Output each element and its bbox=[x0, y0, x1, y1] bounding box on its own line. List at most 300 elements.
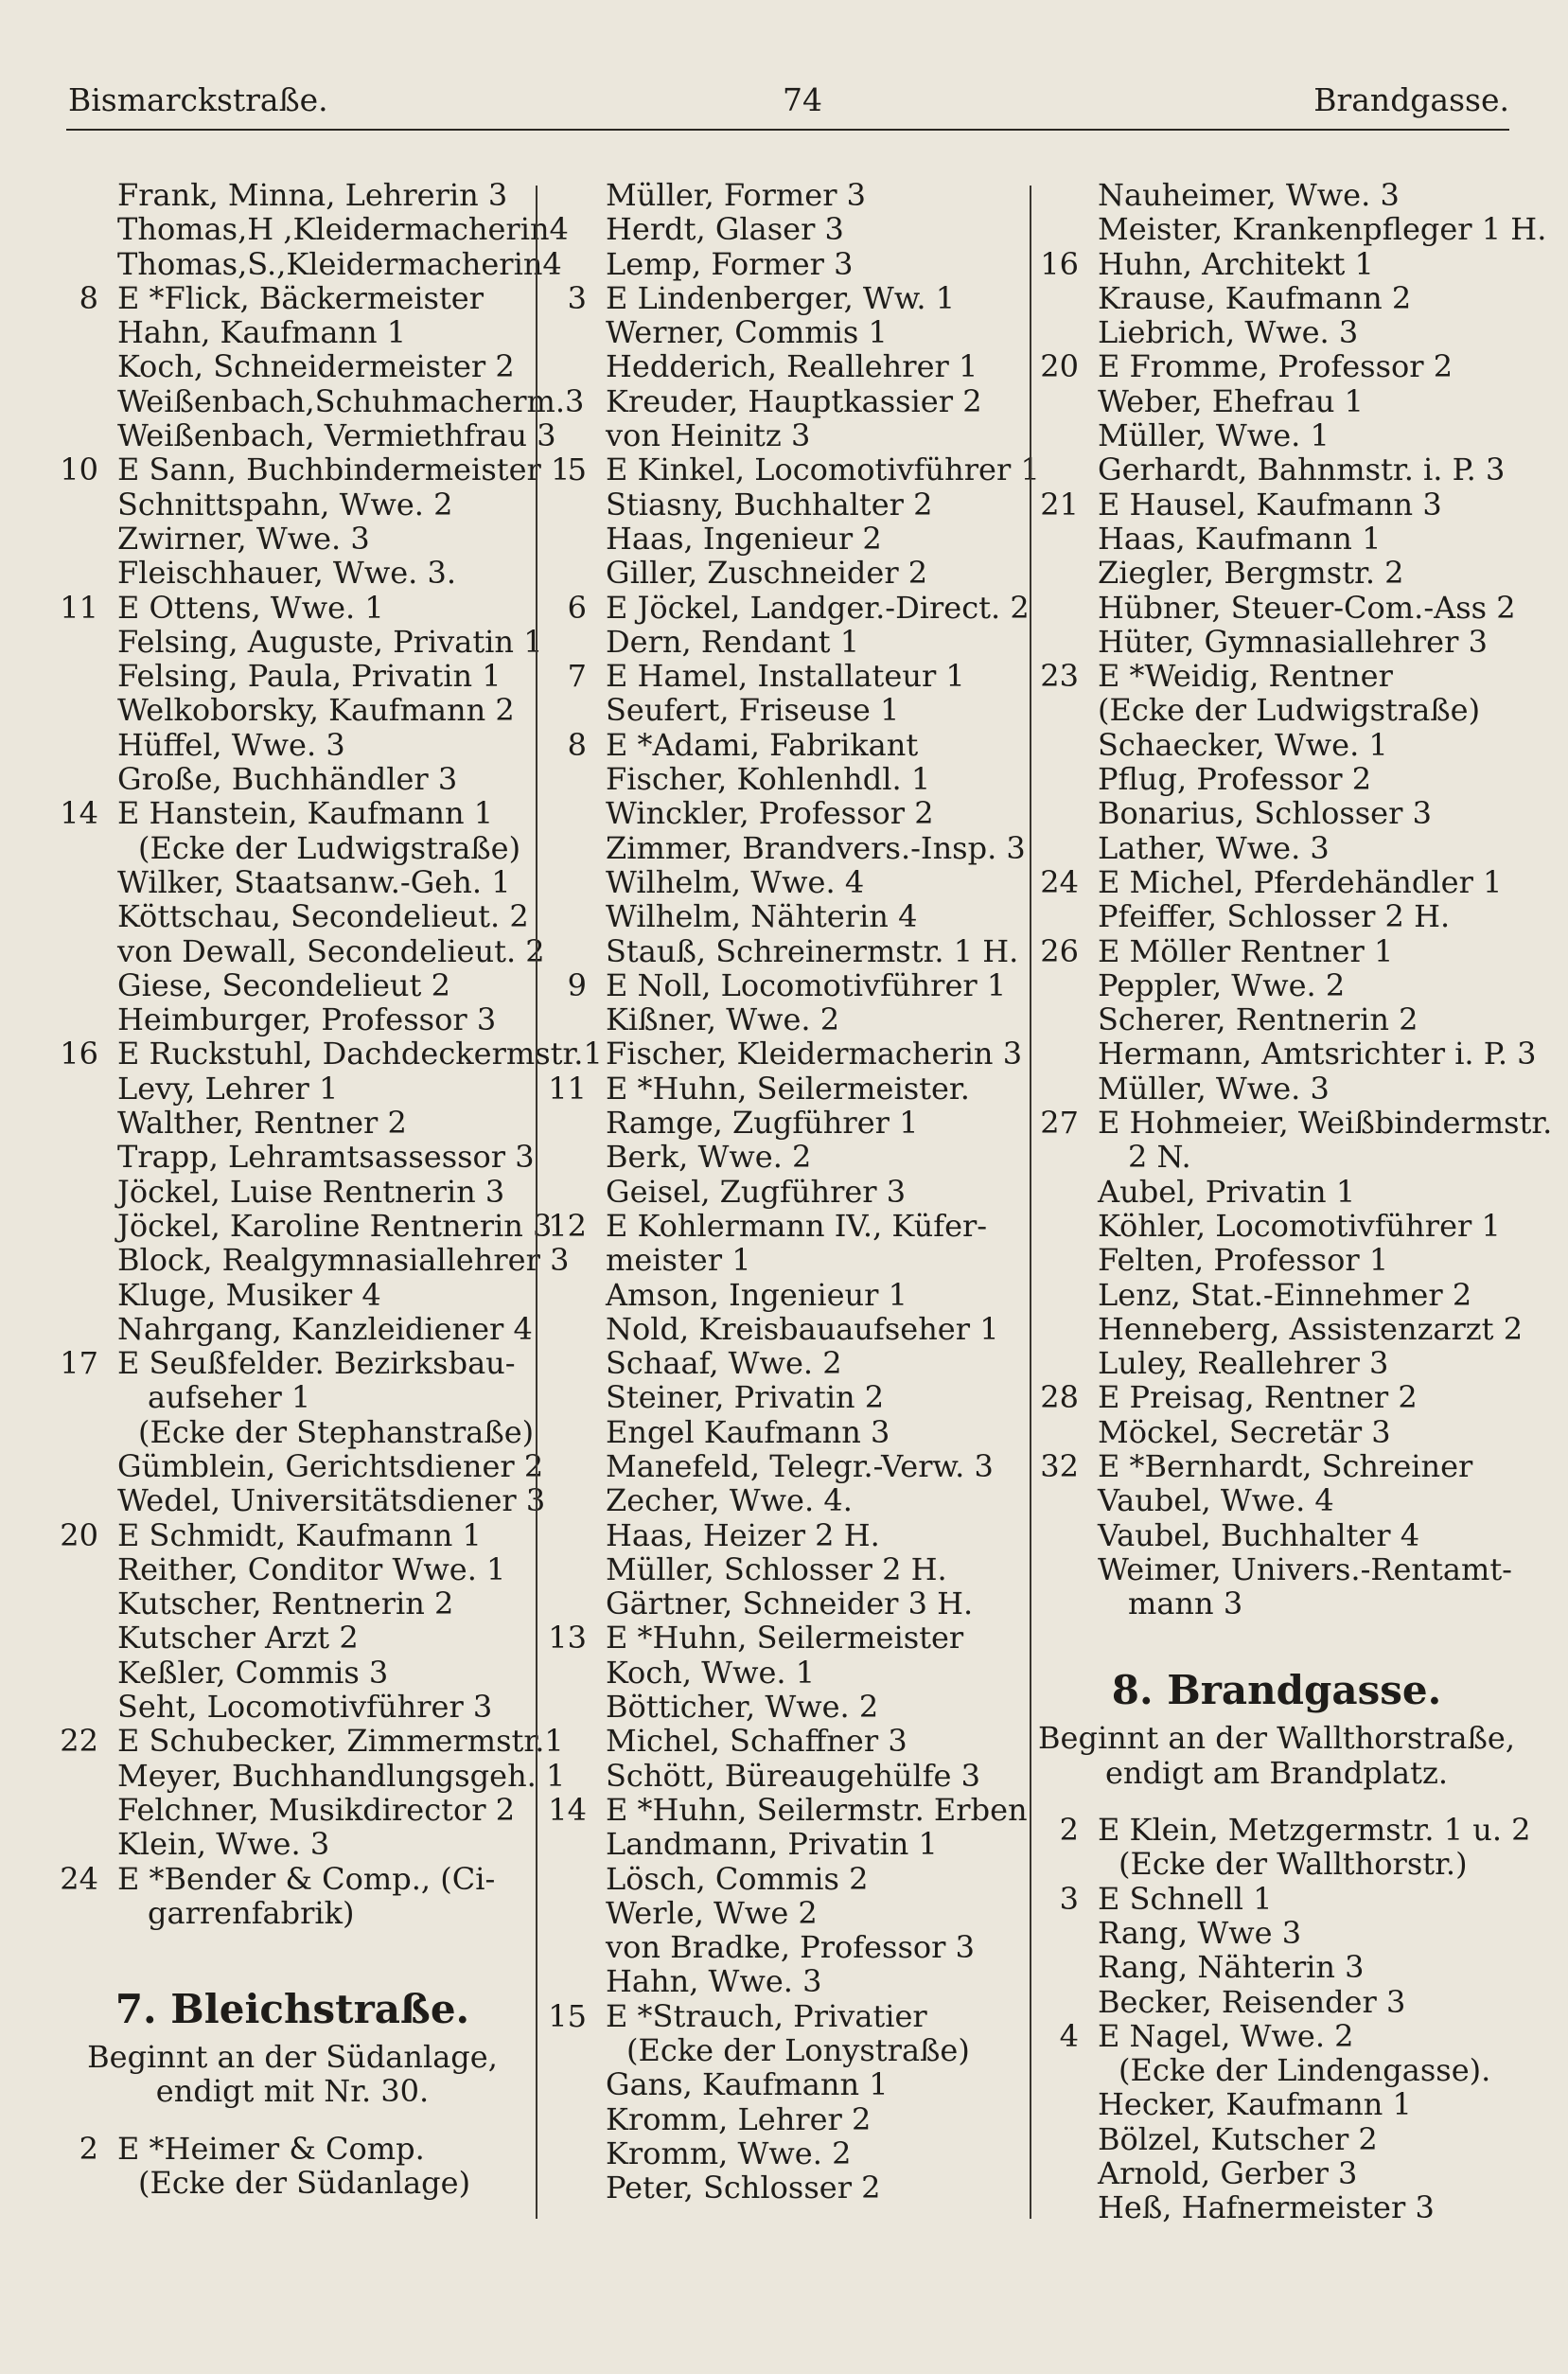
list-item bbox=[55, 487, 530, 522]
house-number: 11 bbox=[548, 1070, 587, 1107]
resident-entry: E Fromme, Professor 2 bbox=[1098, 348, 1453, 385]
house-number: 7 bbox=[567, 658, 587, 695]
resident-entry: Meister, Krankenpfleger 1 H. bbox=[1098, 211, 1547, 248]
house-number: 2 bbox=[79, 2130, 98, 2167]
list-item bbox=[543, 1380, 1021, 1414]
list-item bbox=[55, 1207, 553, 1244]
list-item bbox=[1035, 1175, 1518, 1209]
resident-entry: Ramge, Zugführer 1 bbox=[606, 1105, 919, 1142]
list-item bbox=[55, 1447, 544, 1484]
resident-entry: Block, Realgymnasiallehrer 3 bbox=[117, 1242, 570, 1279]
resident-entry: Steiner, Privatin 2 bbox=[606, 1379, 885, 1416]
list-item bbox=[1035, 865, 1518, 899]
list-item bbox=[1035, 934, 1518, 968]
resident-entry: von Dewall, Secondelieut. 2 bbox=[117, 932, 545, 969]
resident-entry: Thomas,H ,Kleidermacherin4 bbox=[117, 211, 569, 248]
resident-entry: E Hamel, Installateur 1 bbox=[606, 658, 965, 695]
resident-entry: Klein, Wwe. 3 bbox=[117, 1826, 330, 1863]
resident-entry: Wilhelm, Wwe. 4 bbox=[606, 863, 865, 900]
resident-entry: Müller, Wwe. 1 bbox=[1098, 417, 1330, 454]
resident-entry: Engel Kaufmann 3 bbox=[606, 1413, 890, 1450]
list-item bbox=[55, 1072, 530, 1106]
column-2 bbox=[543, 177, 1040, 2206]
list-item bbox=[55, 623, 543, 660]
house-number: 28 bbox=[1040, 1379, 1079, 1416]
list-item bbox=[55, 1757, 566, 1794]
resident-entry: mann 3 bbox=[1128, 1586, 1243, 1622]
resident-entry: Werle, Wwe 2 bbox=[606, 1894, 818, 1931]
list-item bbox=[543, 315, 1021, 349]
resident-entry: E Noll, Locomotivführer 1 bbox=[606, 966, 1007, 1003]
resident-entry: Koch, Schneidermeister 2 bbox=[117, 348, 515, 385]
resident-entry: E *Strauch, Privatier bbox=[606, 1997, 927, 2034]
list-item bbox=[55, 968, 530, 1002]
section-heading: 8. Brandgasse. bbox=[1111, 1667, 1442, 1714]
resident-entry: Felchner, Musikdirector 2 bbox=[117, 1791, 516, 1828]
resident-entry: (Ecke der Südanlage) bbox=[138, 2165, 471, 2202]
list-item bbox=[55, 1656, 530, 1690]
resident-entry: Dern, Rendant 1 bbox=[606, 623, 860, 660]
resident-entry: Felsing, Auguste, Privatin 1 bbox=[117, 623, 543, 660]
resident-entry: Vaubel, Wwe. 4 bbox=[1098, 1482, 1334, 1519]
list-item bbox=[55, 1862, 530, 1896]
resident-entry: E Hohmeier, Weißbindermstr. bbox=[1098, 1105, 1553, 1142]
list-item bbox=[55, 281, 530, 315]
section-description bbox=[1035, 1721, 1518, 1755]
list-item bbox=[543, 1140, 1021, 1174]
list-item bbox=[1035, 1140, 1518, 1174]
resident-entry: Jöckel, Karoline Rentnerin 3 bbox=[117, 1207, 553, 1244]
resident-entry: Kutscher Arzt 2 bbox=[117, 1620, 359, 1656]
list-item bbox=[543, 1036, 1021, 1071]
list-item bbox=[543, 2033, 1021, 2067]
list-item bbox=[543, 2067, 1021, 2101]
resident-entry: Schaaf, Wwe. 2 bbox=[606, 1345, 842, 1382]
resident-entry: Aubel, Privatin 1 bbox=[1098, 1173, 1356, 1210]
list-item bbox=[543, 829, 1026, 866]
resident-entry: Fischer, Kleidermacherin 3 bbox=[606, 1036, 1023, 1072]
list-item bbox=[1035, 2019, 1518, 2053]
resident-entry: Stiasny, Buchhalter 2 bbox=[606, 486, 933, 523]
resident-entry: Schaecker, Wwe. 1 bbox=[1098, 726, 1388, 763]
spacer bbox=[55, 2109, 530, 2132]
resident-entry: Welkoborsky, Kaufmann 2 bbox=[117, 692, 515, 729]
list-item bbox=[55, 1002, 530, 1036]
list-item bbox=[1035, 762, 1518, 796]
house-number: 12 bbox=[548, 1207, 587, 1244]
resident-entry: Rang, Nähterin 3 bbox=[1098, 1949, 1365, 1986]
description-text: endigt mit Nr. 30. bbox=[155, 2073, 430, 2110]
list-item bbox=[55, 693, 530, 727]
house-number: 32 bbox=[1040, 1447, 1079, 1484]
resident-entry: E Michel, Pferdehändler 1 bbox=[1098, 863, 1503, 900]
list-item bbox=[543, 1209, 1021, 1243]
list-item bbox=[55, 1827, 530, 1861]
resident-entry: von Heinitz 3 bbox=[606, 417, 811, 454]
list-item bbox=[55, 1413, 535, 1450]
list-item bbox=[543, 349, 1021, 383]
resident-entry: E Schmidt, Kaufmann 1 bbox=[117, 1516, 482, 1553]
list-item bbox=[543, 1552, 1021, 1586]
house-number: 14 bbox=[548, 1791, 587, 1828]
resident-entry: Huhn, Architekt 1 bbox=[1098, 245, 1374, 282]
resident-entry: E Ruckstuhl, Dachdeckermstr.1 bbox=[117, 1036, 603, 1072]
list-item bbox=[543, 178, 1021, 212]
resident-entry: Kluge, Musiker 4 bbox=[117, 1276, 381, 1313]
list-item bbox=[543, 796, 1021, 830]
spacer bbox=[1035, 1621, 1518, 1656]
house-number: 11 bbox=[60, 589, 98, 626]
list-item bbox=[1035, 1243, 1518, 1277]
list-item bbox=[1035, 1518, 1518, 1552]
list-item bbox=[543, 1964, 1021, 1998]
resident-entry: E Lindenberger, Ww. 1 bbox=[606, 279, 956, 316]
list-item bbox=[1035, 315, 1518, 349]
house-number: 2 bbox=[1059, 1812, 1079, 1849]
list-item bbox=[55, 452, 571, 488]
resident-entry: Weißenbach,Schuhmacherm.3 bbox=[117, 382, 585, 419]
list-item bbox=[1035, 1310, 1524, 1347]
resident-entry: Werner, Commis 1 bbox=[606, 314, 888, 351]
resident-entry: Wilhelm, Nähterin 4 bbox=[606, 898, 918, 935]
list-item bbox=[543, 384, 1021, 418]
list-item bbox=[1035, 1278, 1518, 1312]
resident-entry: E *Weidig, Rentner bbox=[1098, 658, 1393, 695]
list-item bbox=[1035, 1985, 1518, 2019]
list-item bbox=[543, 659, 1021, 693]
description-text: Beginnt an der Südanlage, bbox=[87, 2039, 498, 2076]
resident-entry: Felten, Professor 1 bbox=[1098, 1242, 1389, 1279]
resident-entry: Berk, Wwe. 2 bbox=[606, 1139, 812, 1176]
list-item bbox=[55, 865, 530, 899]
list-item bbox=[55, 1552, 530, 1586]
list-item bbox=[55, 2166, 530, 2200]
resident-entry: Vaubel, Buchhalter 4 bbox=[1098, 1516, 1420, 1553]
house-number: 3 bbox=[1059, 1880, 1079, 1917]
resident-entry: garrenfabrik) bbox=[148, 1894, 355, 1931]
list-item bbox=[1035, 1847, 1518, 1881]
list-item bbox=[55, 659, 530, 693]
resident-entry: Bonarius, Schlosser 3 bbox=[1098, 795, 1432, 832]
resident-entry: E *Bender & Comp., (Ci- bbox=[117, 1860, 496, 1897]
resident-entry: Köhler, Locomotivführer 1 bbox=[1098, 1207, 1501, 1244]
resident-entry: Arnold, Gerber 3 bbox=[1098, 2155, 1358, 2192]
list-item bbox=[1035, 1209, 1518, 1243]
resident-entry: Haas, Kaufmann 1 bbox=[1098, 520, 1382, 557]
resident-entry: Zecher, Wwe. 4. bbox=[606, 1482, 853, 1519]
resident-entry: Müller, Former 3 bbox=[606, 177, 867, 213]
list-item bbox=[55, 762, 530, 796]
resident-entry: Kutscher, Rentnerin 2 bbox=[117, 1586, 454, 1622]
list-item bbox=[1035, 1072, 1518, 1106]
house-number: 8 bbox=[79, 279, 98, 316]
resident-entry: Lemp, Former 3 bbox=[606, 245, 854, 282]
list-item bbox=[1035, 728, 1518, 762]
list-item bbox=[55, 1175, 530, 1209]
resident-entry: Giese, Secondelieut 2 bbox=[117, 966, 450, 1003]
resident-entry: E Seußfelder. Bezirksbau- bbox=[117, 1345, 516, 1382]
resident-entry: E *Huhn, Seilermeister bbox=[606, 1620, 964, 1656]
list-item bbox=[543, 1312, 1021, 1346]
resident-entry: Seht, Locomotivführer 3 bbox=[117, 1689, 493, 1726]
list-item bbox=[543, 1621, 1021, 1655]
resident-entry: E Hanstein, Kaufmann 1 bbox=[117, 795, 494, 832]
resident-entry: Zwirner, Wwe. 3 bbox=[117, 520, 370, 557]
resident-entry: E *Bernhardt, Schreiner bbox=[1098, 1447, 1473, 1484]
resident-entry: Haas, Ingenieur 2 bbox=[606, 520, 882, 557]
list-item bbox=[1035, 1950, 1518, 1984]
resident-entry: E Kinkel, Locomotivführer 1 bbox=[606, 452, 1040, 488]
spacer bbox=[55, 1930, 530, 1966]
list-item bbox=[1035, 899, 1518, 933]
resident-entry: Gans, Kaufmann 1 bbox=[606, 2066, 889, 2103]
resident-entry: Weißenbach, Vermiethfrau 3 bbox=[117, 417, 556, 454]
resident-entry: (Ecke der Stephanstraße) bbox=[138, 1413, 535, 1450]
list-item bbox=[1035, 2122, 1518, 2156]
house-number: 9 bbox=[567, 966, 587, 1003]
list-item bbox=[543, 625, 1021, 659]
list-item bbox=[543, 1586, 1021, 1621]
resident-entry: Kromm, Lehrer 2 bbox=[606, 2100, 872, 2137]
list-item bbox=[543, 899, 1021, 933]
resident-entry: aufseher 1 bbox=[148, 1379, 311, 1416]
house-number: 15 bbox=[548, 1997, 587, 2034]
resident-entry: Schnittspahn, Wwe. 2 bbox=[117, 486, 453, 523]
list-item bbox=[543, 212, 1021, 246]
list-item bbox=[543, 1930, 1021, 1964]
resident-entry: Jöckel, Luise Rentnerin 3 bbox=[117, 1173, 505, 1210]
resident-entry: E Nagel, Wwe. 2 bbox=[1098, 2017, 1354, 2054]
resident-entry: Levy, Lehrer 1 bbox=[117, 1070, 339, 1107]
resident-entry: Krause, Kaufmann 2 bbox=[1098, 279, 1412, 316]
resident-entry: E *Huhn, Seilermstr. Erben bbox=[606, 1791, 1028, 1828]
list-item bbox=[55, 1793, 530, 1827]
resident-entry: Köttschau, Secondelieut. 2 bbox=[117, 898, 529, 935]
resident-entry: (Ecke der Ludwigstraße) bbox=[138, 829, 521, 866]
list-item bbox=[55, 796, 530, 830]
resident-entry: E Kohlermann IV., Küfer- bbox=[606, 1207, 988, 1244]
list-item bbox=[55, 1518, 530, 1552]
list-item bbox=[543, 762, 1021, 796]
list-item bbox=[55, 349, 530, 383]
list-item bbox=[1035, 522, 1518, 556]
list-item bbox=[1035, 1586, 1518, 1621]
resident-entry: Peter, Schlosser 2 bbox=[606, 2170, 881, 2206]
list-item bbox=[543, 2102, 1021, 2136]
list-item bbox=[543, 934, 1021, 968]
list-item bbox=[543, 1896, 1021, 1930]
list-item bbox=[1035, 556, 1518, 590]
resident-entry: Hüter, Gymnasiallehrer 3 bbox=[1098, 623, 1488, 660]
list-item bbox=[55, 728, 530, 762]
running-head-right: Brandgasse. bbox=[1313, 81, 1509, 118]
resident-entry: Becker, Reisender 3 bbox=[1098, 1983, 1406, 2020]
list-item bbox=[543, 728, 1021, 762]
resident-entry: E Ottens, Wwe. 1 bbox=[117, 589, 384, 626]
resident-entry: Geisel, Zugführer 3 bbox=[606, 1173, 907, 1210]
resident-entry: Frank, Minna, Lehrerin 3 bbox=[117, 177, 508, 213]
house-number: 20 bbox=[60, 1516, 98, 1553]
resident-entry: Bölzel, Kutscher 2 bbox=[1098, 2120, 1378, 2157]
resident-entry: Möckel, Secretär 3 bbox=[1098, 1413, 1391, 1450]
resident-entry: Heimburger, Professor 3 bbox=[117, 1001, 497, 1038]
resident-entry: Wilker, Staatsanw.-Geh. 1 bbox=[117, 863, 511, 900]
resident-entry: Kromm, Wwe. 2 bbox=[606, 2135, 852, 2171]
resident-entry: Hüffel, Wwe. 3 bbox=[117, 726, 345, 763]
list-item bbox=[55, 2132, 530, 2166]
resident-entry: Nauheimer, Wwe. 3 bbox=[1098, 177, 1400, 213]
resident-entry: Hermann, Amtsrichter i. P. 3 bbox=[1098, 1036, 1537, 1072]
list-item bbox=[55, 417, 556, 454]
list-item bbox=[1035, 1483, 1518, 1517]
list-item bbox=[543, 1106, 1021, 1140]
list-item bbox=[543, 487, 1021, 522]
list-item bbox=[55, 899, 530, 933]
resident-entry: E *Adami, Fabrikant bbox=[606, 726, 919, 763]
list-item bbox=[543, 1278, 1021, 1312]
section-description bbox=[55, 2040, 530, 2074]
header-rule bbox=[66, 129, 1509, 131]
resident-entry: Hecker, Kaufmann 1 bbox=[1098, 2086, 1412, 2123]
list-item bbox=[1035, 2190, 1518, 2224]
resident-entry: Gärtner, Schneider 3 H. bbox=[606, 1586, 974, 1622]
section-description bbox=[1035, 1756, 1518, 1790]
resident-entry: Michel, Schaffner 3 bbox=[606, 1723, 907, 1760]
spacer bbox=[1035, 1790, 1518, 1813]
list-item bbox=[543, 1243, 1021, 1277]
resident-entry: Rang, Wwe 3 bbox=[1098, 1914, 1302, 1951]
resident-entry: Scherer, Rentnerin 2 bbox=[1098, 1001, 1418, 1038]
list-item bbox=[1035, 693, 1518, 727]
list-item bbox=[543, 247, 1021, 281]
house-number: 27 bbox=[1040, 1105, 1079, 1142]
resident-entry: Haas, Heizer 2 H. bbox=[606, 1516, 880, 1553]
resident-entry: Winckler, Professor 2 bbox=[606, 795, 934, 832]
list-item bbox=[55, 211, 569, 248]
resident-entry: (Ecke der Ludwigstraße) bbox=[1098, 692, 1481, 729]
list-item bbox=[1035, 452, 1518, 487]
resident-entry: (Ecke der Lonystraße) bbox=[626, 2032, 970, 2069]
list-item bbox=[1035, 1036, 1537, 1072]
list-item bbox=[55, 1380, 530, 1414]
list-item bbox=[543, 589, 1030, 626]
list-item bbox=[55, 1278, 530, 1312]
list-item bbox=[1035, 2087, 1518, 2121]
resident-entry: Lösch, Commis 2 bbox=[606, 1860, 869, 1897]
list-item bbox=[55, 382, 585, 419]
resident-entry: Müller, Schlosser 2 H. bbox=[606, 1550, 947, 1587]
list-item bbox=[1035, 831, 1518, 865]
resident-entry: Pflug, Professor 2 bbox=[1098, 761, 1372, 798]
list-item bbox=[55, 1139, 535, 1176]
list-item bbox=[1035, 625, 1518, 659]
list-item bbox=[543, 2136, 1021, 2170]
resident-entry: Kreuder, Hauptkassier 2 bbox=[606, 382, 982, 419]
list-item bbox=[543, 1518, 1021, 1552]
resident-entry: E Schubecker, Zimmermstr.1 bbox=[117, 1723, 564, 1760]
list-item bbox=[1035, 1002, 1518, 1036]
house-number: 4 bbox=[1059, 2017, 1079, 2054]
resident-entry: E Jöckel, Landger.-Direct. 2 bbox=[606, 589, 1030, 626]
house-number: 16 bbox=[1040, 245, 1079, 282]
house-number: 5 bbox=[567, 452, 587, 488]
resident-entry: (Ecke der Wallthorstr.) bbox=[1119, 1846, 1468, 1883]
list-item bbox=[55, 556, 530, 590]
list-item bbox=[55, 1896, 530, 1930]
resident-entry: Ziegler, Bergmstr. 2 bbox=[1098, 555, 1404, 592]
list-item bbox=[543, 1827, 1021, 1861]
list-item bbox=[1035, 968, 1518, 1002]
section-heading: 7. Bleichstraße. bbox=[115, 1986, 470, 2033]
resident-entry: von Bradke, Professor 3 bbox=[606, 1929, 975, 1966]
list-item bbox=[55, 315, 530, 349]
resident-entry: meister 1 bbox=[606, 1242, 751, 1279]
list-item bbox=[1035, 211, 1547, 248]
resident-entry: E Hausel, Kaufmann 3 bbox=[1098, 486, 1442, 523]
resident-entry: Bötticher, Wwe. 2 bbox=[606, 1689, 879, 1726]
resident-entry: Reither, Conditor Wwe. 1 bbox=[117, 1550, 506, 1587]
house-number: 20 bbox=[1040, 348, 1079, 385]
list-item bbox=[55, 1482, 546, 1519]
resident-entry: Felsing, Paula, Privatin 1 bbox=[117, 658, 502, 695]
resident-entry: Heß, Hafnermeister 3 bbox=[1098, 2189, 1435, 2226]
resident-entry: Hübner, Steuer-Com.-Ass 2 bbox=[1098, 589, 1516, 626]
resident-entry: Thomas,S.,Kleidermacherin4 bbox=[117, 245, 562, 282]
list-item bbox=[543, 2170, 1021, 2205]
house-number: 24 bbox=[60, 1860, 98, 1897]
description-text: Beginnt an der Wallthorstraße, bbox=[1038, 1720, 1515, 1757]
resident-entry: Luley, Reallehrer 3 bbox=[1098, 1345, 1389, 1382]
resident-entry: Große, Buchhändler 3 bbox=[117, 761, 458, 798]
resident-entry: Nahrgang, Kanzleidiener 4 bbox=[117, 1310, 533, 1347]
list-item bbox=[543, 968, 1021, 1002]
list-item bbox=[543, 556, 1021, 590]
resident-entry: Liebrich, Wwe. 3 bbox=[1098, 314, 1359, 351]
house-number: 22 bbox=[60, 1723, 98, 1760]
resident-entry: E Möller Rentner 1 bbox=[1098, 932, 1394, 969]
list-item bbox=[55, 932, 545, 969]
house-number: 16 bbox=[60, 1036, 98, 1072]
column-divider-1 bbox=[536, 186, 537, 2219]
list-item bbox=[55, 1690, 530, 1724]
list-item bbox=[1035, 1916, 1518, 1950]
resident-entry: E Klein, Metzgermstr. 1 u. 2 bbox=[1098, 1812, 1531, 1849]
resident-entry: Gerhardt, Bahnmstr. i. P. 3 bbox=[1098, 452, 1506, 488]
resident-entry: Kißner, Wwe. 2 bbox=[606, 1001, 840, 1038]
list-item bbox=[543, 452, 1040, 488]
house-number: 14 bbox=[60, 795, 98, 832]
page-number: 74 bbox=[783, 81, 822, 118]
resident-entry: Amson, Ingenieur 1 bbox=[606, 1276, 907, 1313]
list-item bbox=[55, 1586, 530, 1621]
resident-entry: Walther, Rentner 2 bbox=[117, 1105, 407, 1142]
running-head-left: Bismarckstraße. bbox=[68, 81, 328, 118]
resident-entry: Hedderich, Reallehrer 1 bbox=[606, 348, 978, 385]
resident-entry: E *Heimer & Comp. bbox=[117, 2130, 425, 2167]
resident-entry: Landmann, Privatin 1 bbox=[606, 1826, 938, 1863]
list-item bbox=[1035, 384, 1518, 418]
list-item bbox=[543, 1415, 1021, 1449]
resident-entry: Hahn, Wwe. 3 bbox=[606, 1963, 822, 2000]
list-item bbox=[1035, 1812, 1531, 1849]
list-item bbox=[543, 281, 1021, 315]
list-item bbox=[1035, 591, 1518, 625]
resident-entry: Hahn, Kaufmann 1 bbox=[117, 314, 407, 351]
resident-entry: Schött, Büreaugehülfe 3 bbox=[606, 1757, 981, 1794]
house-number: 10 bbox=[60, 452, 98, 488]
list-item bbox=[55, 1346, 530, 1380]
list-item bbox=[543, 1724, 1021, 1758]
